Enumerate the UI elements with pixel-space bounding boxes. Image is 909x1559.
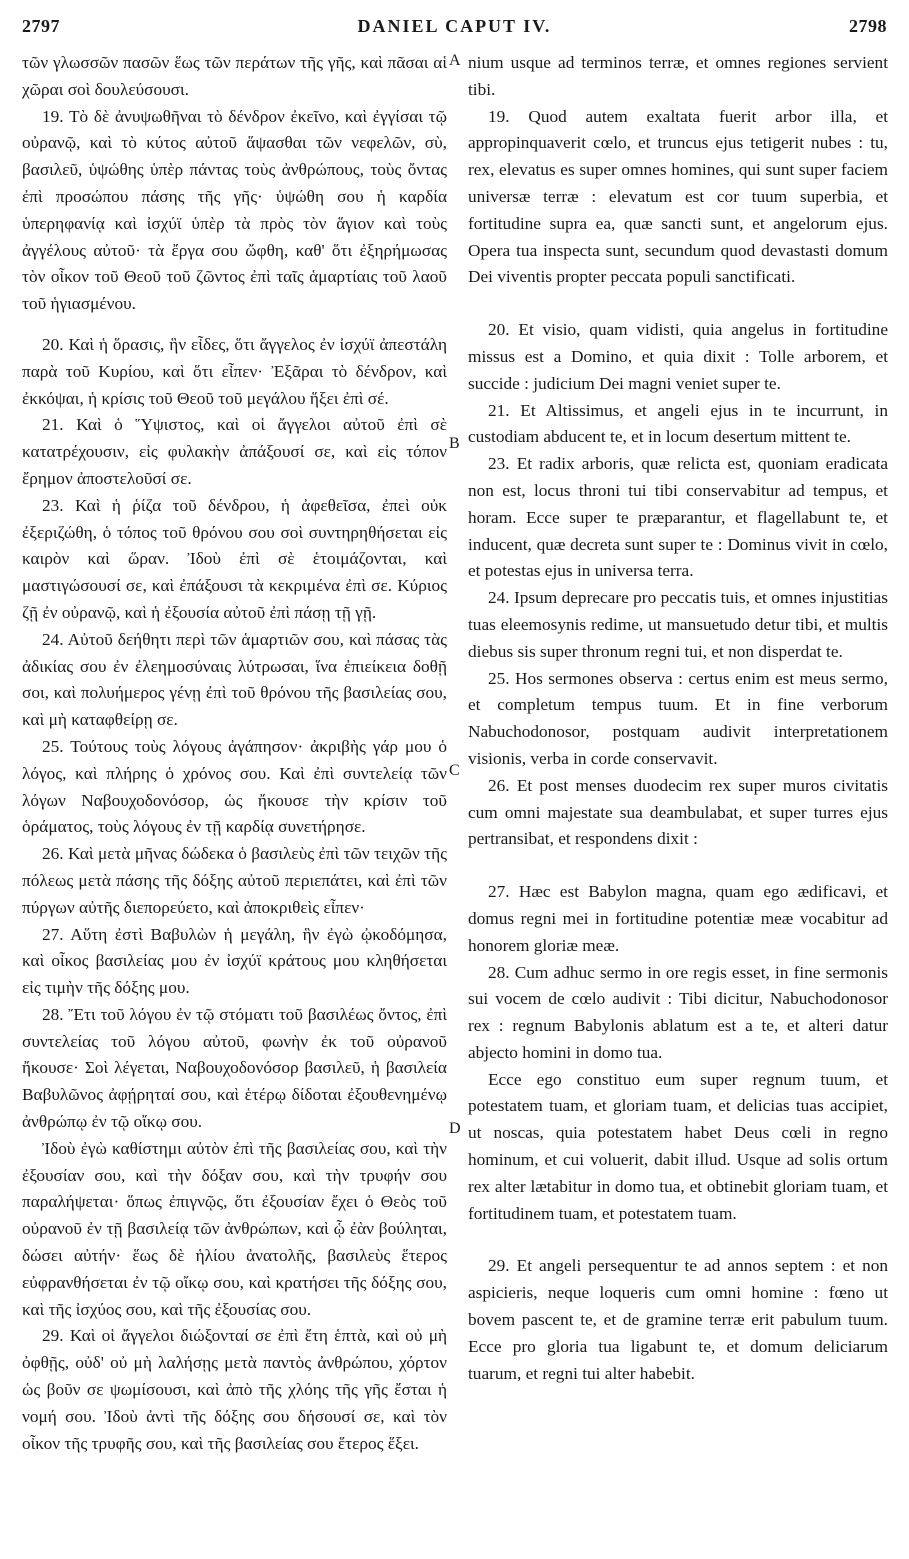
page-number-right: 2798: [849, 16, 887, 36]
latin-verse-23: 23. Et radix arboris, quæ relicta est, quoniam eradicata non est, locus throni tui tibi conservabitur ad tempus, et horam. Ecce super te præparantur, et flagellabunt te, et inducent, quæ decreta sunt super te : Dominus vivit in cœlo, et potestas ejus in universa terra.: [468, 454, 888, 581]
greek-verse-27: 27. Αὕτη ἐστὶ Βαβυλὼν ἡ μεγάλη, ἣν ἐγὼ ᾠκοδόμησα, καὶ οἶκος βασιλείας μου ἐν ἰσχύϊ κράτους μου κληθήσεται εἰς τιμὴν τῆς δόξης μου.: [22, 924, 447, 998]
latin-verse-20: 20. Et visio, quam vidisti, quia angelus in fortitudine missus est a Domino, et quia dixit : Tolle arborem, et succide : judicium Dei magni veniet super te.: [468, 320, 888, 393]
latin-verse-25: 25. Hos sermones observa : certus enim est meus sermo, et completum tempus tuum. Et in fine verborum Nabuchodonosor, postquam audivit interpretationem visionis, verba in corde conservavit.: [468, 668, 888, 768]
greek-column: [22, 50, 447, 1457]
latin-verse-21: 21. Et Altissimus, et angeli ejus in te incurrunt, in custodiam abducent te, et in locum desertum mittent te.: [468, 400, 888, 447]
latin-verse-18-end: nium usque ad terminos terræ, et omnes regiones servient tibi.: [468, 53, 888, 99]
greek-verse-20: 20. Καὶ ἡ ὅρασις, ἣν εἶδες, ὅτι ἄγγελος ἐν ἰσχύϊ ἀπεστάλη παρὰ τοῦ Κυρίου, καὶ ὅτι εἶπεν· Ἐξᾶραι τὸ δένδρον, καὶ ἐκκόψαι, ἡ κρίσις τοῦ Θεοῦ τοῦ μεγάλου ἥξει ἐπὶ σέ.: [22, 334, 447, 408]
margin-marker-a: A: [449, 52, 461, 69]
latin-verse-24: 24. Ipsum deprecare pro peccatis tuis, et omnes injustitias tuas eleemosynis redime, ut mansuetudo detur tibi, et multis diebus sis super thronum regni tui, et non disperdat te.: [468, 588, 888, 661]
greek-verse-28: 28. Ἔτι τοῦ λόγου ἐν τῷ στόματι τοῦ βασιλέως ὄντος, ἐπὶ συντελείας τοῦ λόγου αὐτοῦ, φωνὴν ἐκ τοῦ οὐρανοῦ ἤκουσε· Σοὶ λέγεται, Ναβουχοδονόσορ βασιλεῦ, ἡ βασιλεία Βαβυλῶνος ἀφῄρηταί σου, καὶ ἑτέρῳ δίδοται ἐξουθενημένῳ ἀνθρώπῳ ἐν τῷ οἴκῳ σου.: [22, 1004, 447, 1132]
greek-verse-23: 23. Καὶ ἡ ῥίζα τοῦ δένδρου, ἡ ἀφεθεῖσα, ἐπεὶ οὐκ ἐξεριζώθη, ὁ τόπος τοῦ θρόνου σου σοὶ συντηρηθήσεται εἰς καιρὸν καὶ ὥραν. Ἰδοὺ ἐπὶ σὲ ἑτοιμάζονται, καὶ μαστιγώσουσί σε, καὶ ἐπάξουσι τὰ κεκριμένα ἐπὶ σε. Κύριος ζῇ ἐν οὐρανῷ, καὶ ἡ ἐξουσία αὐτοῦ ἐπὶ πάσῃ τῇ γῇ.: [22, 495, 447, 622]
margin-marker-b: B: [449, 435, 460, 452]
greek-verse-28-cont: Ἰδοὺ ἐγὼ καθίστημι αὐτὸν ἐπὶ τῆς βασιλείας σου, καὶ τὴν ἐξουσίαν σου, καὶ τὴν δόξαν σου, καὶ τὴν τρυφήν σου παραλήψεται· ὅπως ἐπιγνῷς, ὅτι ἐξουσίαν ἔχει ὁ Θεὸς τοῦ οὐρανοῦ ἐν τῇ βασιλείᾳ τῶν ἀνθρώπων, καὶ ᾧ ἐὰν βούληται, δώσει αὐτήν· ἕως δὲ ἡλίου ἀνατολῆς, βασιλεὺς ἕτερος εὐφρανθήσεται ἐν τῷ οἴκῳ σου, καὶ κρατήσει τῆς δόξης σου, καὶ τῆς ἰσχύος σου, καὶ τῆς ἐξουσίας σου.: [22, 1138, 447, 1319]
greek-verse-26: 26. Καὶ μετὰ μῆνας δώδεκα ὁ βασιλεὺς ἐπὶ τῶν τειχῶν τῆς πόλεως μετὰ πάσης τῆς δόξης αὐτοῦ περιεπάτει, καὶ ἐπὶ τῶν πύργων αὐτῆς διεπορεύετο, καὶ ἀποκριθεὶς εἶπεν·: [22, 844, 447, 917]
latin-verse-29: 29. Et angeli persequentur te ad annos septem : et non aspicieris, neque loqueris cum omni homine : fœno ut bovem pascent te, et de gramine terræ erit pabulum tuum. Ecce pro gloria tua ligabunt te, et domum deliciarum tuarum, et regni tui alter habebit.: [468, 1256, 888, 1383]
greek-verse-18-end: τῶν γλωσσῶν πασῶν ἕως τῶν περάτων τῆς γῆς, καὶ πᾶσαι αἱ χῶραι σοὶ δουλεύσουσι.: [22, 53, 447, 99]
latin-verse-19: 19. Quod autem exaltata fuerit arbor illa, et appropinquaverit cœlo, et truncus ejus tetigerit nubes : tu, rex, elevatus es super omnes homines, qui sunt super faciem universæ terræ : elevatum est cor tuum superbia, et fortitudine supra ea, quæ sancti sunt, et angelorum ejus. Opera tua inspecta sunt, secundum quod devastasti domum Dei viventis propter peccata populi sanctificati.: [468, 106, 888, 287]
latin-verse-27: 27. Hæc est Babylon magna, quam ego ædificavi, et domus regni mei in fortitudine potentiæ meæ vocabitur ad honorem gloriæ meæ.: [468, 882, 888, 955]
latin-verse-28-cont: Ecce ego constituo eum super regnum tuum, et potestatem tuam, et gloriam tuam, et delicias tuas accipiet, ut noscas, quia potestatem habet Deus cœli in regno hominum, et cui voluerit, dabit illud. Usque ad solis ortum rex alter lætabitur in domo tua, et obtinebit gloriam tuam, et fortitudinem tuam, et potestatem tuam.: [468, 1069, 888, 1223]
latin-verse-26: 26. Et post menses duodecim rex super muros civitatis cum omni majestate sua deambulabat, et super turres ejus pertransibat, et respondens dixit :: [468, 775, 888, 849]
greek-verse-24: 24. Αὐτοῦ δεήθητι περὶ τῶν ἁμαρτιῶν σου, καὶ πάσας τὰς ἀδικίας σου ἐν ἐλεημοσύναις λύτρωσαι, ἵνα ἐπιείκεια δοθῇ σοι, καὶ πολυήμερος γένῃ ἐπὶ τοῦ θρόνου τῆς βασιλείας σου, καὶ μὴ καταφθείρῃ σε.: [22, 629, 447, 730]
greek-verse-21: 21. Καὶ ὁ Ὕψιστος, καὶ οἱ ἄγγελοι αὐτοῦ ἐπὶ σὲ κατατρέχουσιν, εἰς φυλακὴν ἀπάξουσί σε, καὶ εἰς τόπον ἔρημον ἀποστελοῦσί σε.: [22, 415, 447, 488]
greek-verse-19: 19. Τὸ δὲ ἀνυψωθῆναι τὸ δένδρον ἐκεῖνο, καὶ ἐγγίσαι τῷ οὐρανῷ, καὶ τὸ κύτος αὐτοῦ ἅψασθαι τῶν νεφελῶν, σὺ, βασιλεῦ, ὑψώθης ὑπὲρ πάντας τοὺς ἀνθρώπους, τοὺς ὄντας ἐπὶ προσώπου πάσης τῆς γῆς· ὑψώθη σου ἡ καρδία ὑπερηφανίᾳ καὶ ἰσχύϊ ὑπὲρ τὰ πρὸς τὸν ἅγιον καὶ τοὺς ἀγγέλους αὐτοῦ· τὰ ἔργα σου ὤφθη, καθ' ὅτι ἐξηρήμωσας τὸν οἶκον τοῦ Θεοῦ τοῦ ζῶντος ἐπὶ ταῖς ἁμαρτίαις τοῦ λαοῦ τοῦ ἡγιασμένου.: [22, 106, 447, 314]
greek-verse-29: 29. Καὶ οἱ ἄγγελοι διώξονταί σε ἐπὶ ἔτη ἑπτὰ, καὶ οὐ μὴ ὀφθῇς, οὐδ' οὐ μὴ λαλήσῃς μετὰ παντὸς ἀνθρώπου, χόρτον ὡς βοῦν σε ψωμίσουσι, καὶ ἀπὸ τῆς χλόης τῆς γῆς ἔσται ἡ νομή σου. Ἰδοὺ ἀντὶ τῆς δόξης σου δήσουσί σε, καὶ τὸν οἶκον τῆς τρυφῆς σου, καὶ τῆς βασιλείας σου ἕτερος ἕξει.: [22, 1326, 447, 1453]
page-header: [22, 16, 887, 46]
latin-verse-28: 28. Cum adhuc sermo in ore regis esset, in fine sermonis sui vocem de cœlo audivit : Tibi dicitur, Nabuchodonosor rex : regnum Babylonis ablatum est a te, et alteri datur abjecto homini in domo tua.: [468, 962, 888, 1062]
page-number-left: 2797: [22, 16, 60, 36]
latin-column: [468, 50, 888, 1387]
margin-marker-c: C: [449, 762, 460, 779]
margin-marker-d: D: [449, 1120, 461, 1137]
running-title: DANIEL CAPUT IV.: [357, 16, 552, 36]
greek-verse-25: 25. Τούτους τοὺς λόγους ἀγάπησον· ἀκριβὴς γάρ μου ὁ λόγος, καὶ πλήρης ὁ χρόνος σου. Καὶ ἐπὶ συντελείᾳ τῶν λόγων Ναβουχοδονόσορ, ὡς ἤκουσε τὴν κρίσιν τοῦ ὁράματος, τοὺς λόγους ἐν τῇ καρδίᾳ συνετήρησε.: [22, 736, 447, 837]
